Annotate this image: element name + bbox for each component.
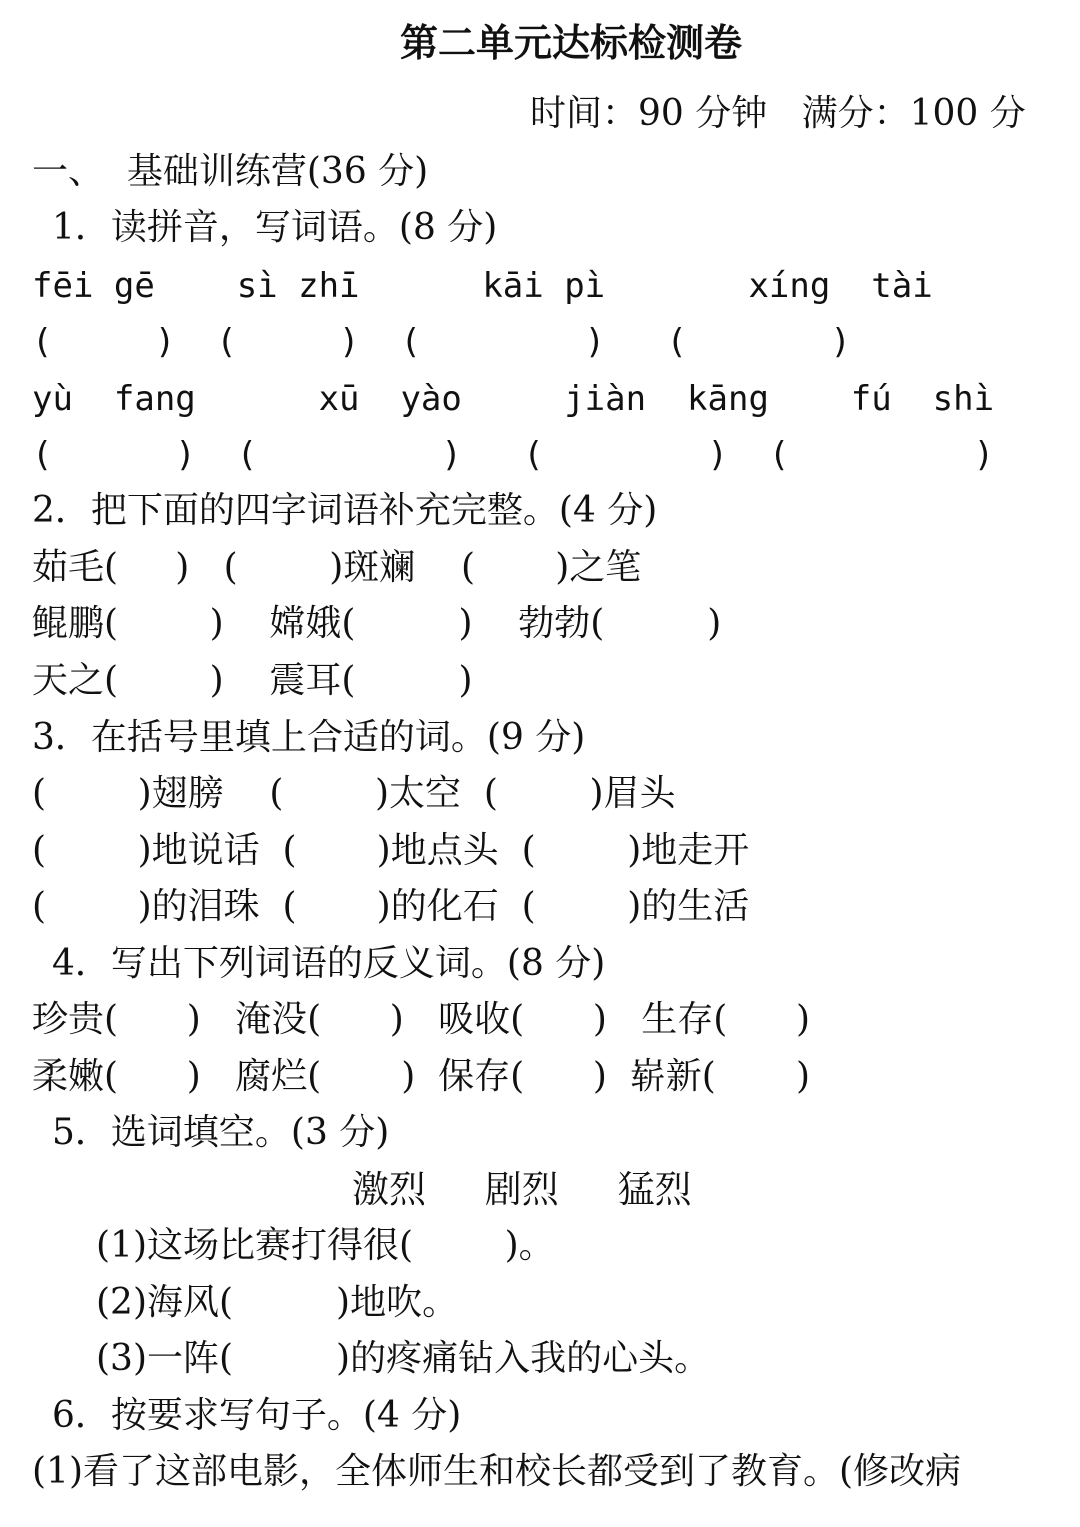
idiom-row-3: 天之( ) 震耳( )	[32, 660, 473, 701]
pinyin-row-2: yù fang xū yào jiàn kāng fú shì	[32, 379, 995, 419]
section-heading: 一、 基础训练营(36 分)	[32, 151, 429, 192]
question-1-title: 1．读拼音，写词语。(8 分)	[52, 207, 498, 248]
antonym-row-2: 柔嫩( ) 腐烂( ) 保存( ) 崭新( )	[32, 1056, 810, 1097]
answer-blanks-row-2: ( ) ( ) ( ) ( )	[32, 435, 995, 475]
sentence-item-2: (2)海风( )地吹。	[96, 1282, 459, 1323]
fill-row-2: ( )地说话 ( )地点头 ( )地走开	[32, 830, 750, 871]
fill-row-3: ( )的泪珠 ( )的化石 ( )的生活	[32, 886, 750, 927]
question-3-title: 3．在括号里填上合适的词。(9 分)	[32, 717, 586, 758]
question-4-title: 4．写出下列词语的反义词。(8 分)	[52, 943, 606, 984]
sentence-item-1: (1)这场比赛打得很( )。	[96, 1225, 555, 1266]
question-2-title: 2．把下面的四字词语补充完整。(4 分)	[32, 490, 658, 531]
idiom-row-2: 鲲鹏( ) 嫦娥( ) 勃勃( )	[32, 603, 722, 644]
idiom-row-1: 茹毛( ) ( )斑斓 ( )之笔	[32, 547, 642, 588]
time-score-info: 时间：90 分钟 满分：100 分	[530, 93, 1026, 134]
answer-blanks-row-1: ( ) ( ) ( ) ( )	[32, 322, 851, 362]
page-title: 第二单元达标检测卷	[400, 21, 743, 65]
sentence-item-3: (3)一阵( )的疼痛钻入我的心头。	[96, 1338, 711, 1379]
word-choices: 激烈 剧烈 猛烈	[352, 1168, 692, 1211]
rewrite-item-1: (1)看了这部电影，全体师生和校长都受到了教育。(修改病	[32, 1451, 962, 1492]
fill-row-1: ( )翅膀 ( )太空 ( )眉头	[32, 773, 676, 814]
antonym-row-1: 珍贵( ) 淹没( ) 吸收( ) 生存( )	[32, 999, 810, 1040]
question-5-title: 5．选词填空。(3 分)	[52, 1112, 390, 1153]
question-6-title: 6．按要求写句子。(4 分)	[52, 1395, 462, 1436]
pinyin-row-1: fēi gē sì zhī kāi pì xíng tài	[32, 266, 933, 306]
